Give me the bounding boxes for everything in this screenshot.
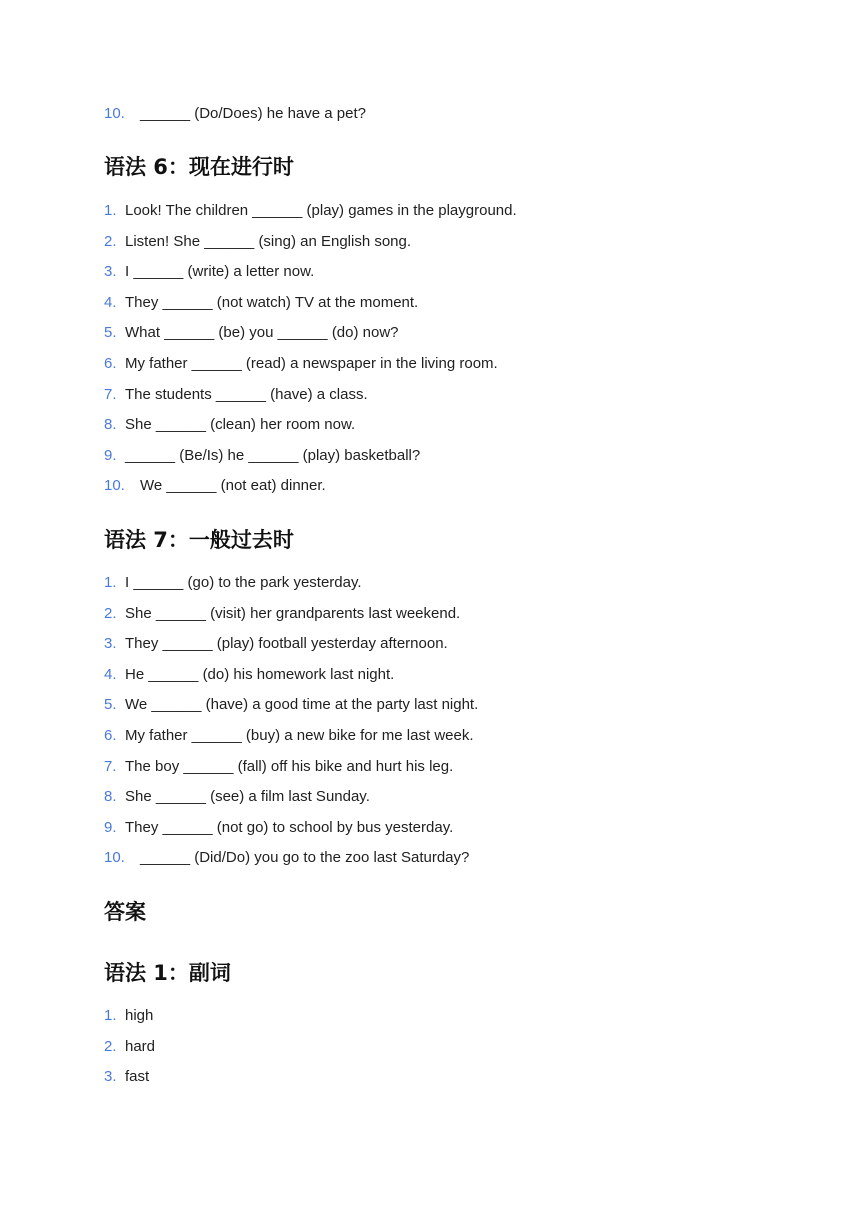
item-number: 9.	[104, 446, 117, 464]
item-number: 6.	[104, 354, 117, 372]
item-number: 7.	[104, 757, 117, 775]
item-text: Listen! She ______ (sing) an English song.	[125, 232, 412, 250]
item-number: 4.	[104, 293, 117, 311]
list-item	[0, 353, 860, 384]
item-text: The boy ______ (fall) off his bike and hurt his leg.	[125, 757, 454, 775]
item-text: I ______ (write) a letter now.	[125, 263, 315, 281]
item-number: 5.	[104, 696, 117, 714]
section-heading-answers-grammar1: 语法 1：副词	[104, 961, 231, 985]
list-item	[0, 786, 860, 817]
item-text: ______ (Be/Is) he ______ (play) basketball?	[125, 446, 421, 464]
list-item	[0, 231, 860, 262]
grammar7-list	[0, 572, 860, 878]
list-item	[0, 1066, 860, 1097]
item-text: She ______ (clean) her room now.	[125, 416, 356, 434]
list-item	[0, 817, 860, 848]
item-text: She ______ (visit) her grandparents last weekend.	[125, 604, 461, 622]
item-text: high	[125, 1007, 154, 1024]
list-item	[0, 445, 860, 476]
list-item	[0, 725, 860, 756]
item-number: 7.	[104, 385, 117, 403]
grammar6-list	[0, 200, 860, 506]
item-number: 10.	[104, 477, 125, 495]
item-text: ______ (Did/Do) you go to the zoo last Saturday?	[140, 849, 470, 867]
list-item	[0, 756, 860, 787]
list-item	[0, 414, 860, 445]
item-number: 5.	[104, 324, 117, 342]
item-text: The students ______ (have) a class.	[125, 385, 368, 403]
item-number: 1.	[104, 1007, 117, 1024]
previous-section-tail	[0, 103, 860, 134]
section-heading-grammar6: 语法 6：现在进行时	[104, 155, 294, 179]
list-item	[0, 664, 860, 695]
item-number: 10.	[104, 849, 125, 867]
item-text: They ______ (play) football yesterday afternoon.	[125, 635, 448, 653]
list-item	[0, 633, 860, 664]
item-number: 3.	[104, 635, 117, 653]
list-item	[0, 292, 860, 323]
list-item	[0, 261, 860, 292]
section-heading-grammar7: 语法 7：一般过去时	[104, 528, 294, 552]
list-item	[0, 694, 860, 725]
item-number: 4.	[104, 665, 117, 683]
answers-heading: 答案	[104, 900, 146, 924]
item-text: Look! The children ______ (play) games in the playground.	[125, 202, 517, 219]
list-item	[0, 603, 860, 634]
item-text: hard	[125, 1037, 156, 1055]
item-number: 2.	[104, 604, 117, 622]
item-text: ______ (Do/Does) he have a pet?	[140, 105, 366, 122]
item-text: We ______ (not eat) dinner.	[140, 477, 326, 495]
item-number: 3.	[104, 263, 117, 281]
list-item	[0, 1036, 860, 1067]
item-text: My father ______ (buy) a new bike for me last week.	[125, 726, 474, 744]
item-number: 3.	[104, 1068, 117, 1086]
item-number: 6.	[104, 726, 117, 744]
item-text: They ______ (not watch) TV at the moment.	[125, 293, 419, 311]
item-number: 2.	[104, 232, 117, 250]
list-item	[0, 475, 860, 506]
item-text: fast	[125, 1068, 150, 1086]
item-number: 1.	[104, 574, 117, 591]
list-item	[0, 847, 860, 878]
item-number: 8.	[104, 416, 117, 434]
list-item	[0, 384, 860, 415]
item-number: 1.	[104, 202, 117, 219]
item-number: 9.	[104, 818, 117, 836]
answers-grammar1-list	[0, 1005, 860, 1097]
list-item	[0, 200, 860, 231]
item-text: They ______ (not go) to school by bus yesterday.	[125, 818, 454, 836]
list-item	[0, 572, 860, 603]
item-text: What ______ (be) you ______ (do) now?	[125, 324, 399, 342]
item-number: 2.	[104, 1037, 117, 1055]
item-text: We ______ (have) a good time at the party last night.	[125, 696, 479, 714]
list-item	[0, 103, 860, 134]
item-number: 8.	[104, 788, 117, 806]
item-text: He ______ (do) his homework last night.	[125, 665, 395, 683]
item-text: My father ______ (read) a newspaper in the living room.	[125, 354, 498, 372]
item-number: 10.	[104, 105, 125, 122]
list-item	[0, 1005, 860, 1036]
item-text: She ______ (see) a film last Sunday.	[125, 788, 370, 806]
item-text: I ______ (go) to the park yesterday.	[125, 574, 362, 591]
list-item	[0, 322, 860, 353]
